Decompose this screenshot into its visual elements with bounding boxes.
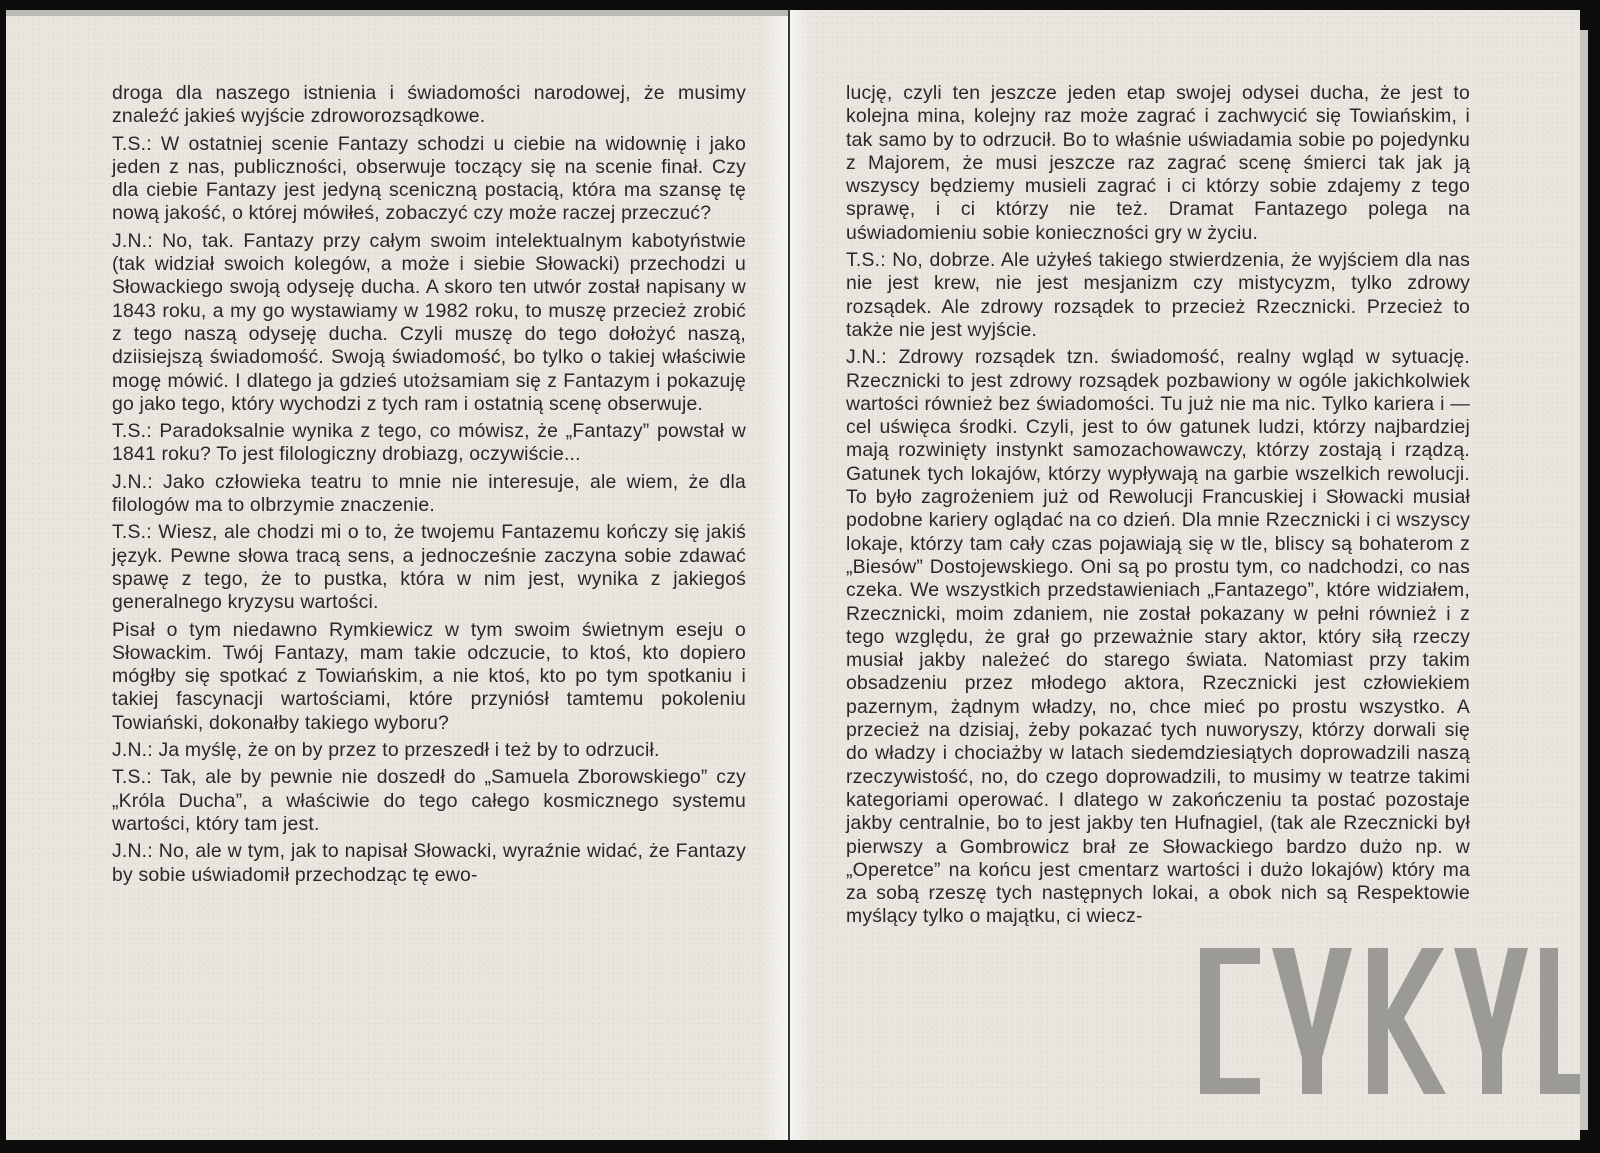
paragraph-text: No, dobrze. Ale użyłeś takiego stwierdzenia, że wyjściem dla nas nie jest krew, nie jest mesjanizm czy mistycyzm, tylko zdrowy rozsądek. Ale zdrowy rozsądek to przecież Rzecznicki. Przecież to także nie jest wyjście. [846,249,1470,341]
paragraph-text: Zdrowy rozsądek tzn. świadomość, realny wgląd w sytuację. Rzecznicki to jest zdrowy rozsądek pozbawiony w ogóle jakichkolwiek wartości również bez świadomości. Tu już nie ma nic. Tylko kariera i — cel uświęca środki. Czyli, jest to ów gatunek ludzi, którzy najbardziej mają rozwinięty instynkt samozachowawczy, którzy zostają i rządzą. Gatunek tych lokajów, którzy wypływają na garbie wszelkich rewolucji. To było zagrożeniem już od Rewolucji Francuskiej i Słowacki musiał podobne kariery oglądać na co dzień. Dla mnie Rzecznicki i ci wszyscy lokaje, którzy tam cały czas pojawiają się w tle, bliscy są bohaterom z „Biesów” Dostojewskiego. Oni są po prostu tym, co nadchodzi, co nas czeka. We wszystkich przedstawieniach „Fantazego”, które widziałem, Rzecznicki, moim zdaniem, nie został pokazany w pełni również i z tego względu, że grał go przeważnie stary aktor, który siłą rzeczy musiał jakby należeć do starego świata. Natomiast przy takim obsadzeniu przez młodego aktora, Rzecznicki jest człowiekiem pazernym, żądnym władzy, no, chce mieć po prostu wszystko. A przecież na dzisiaj, żeby pokazać tych nuworyszy, którzy dorwali się do władzy i chociażby w latach siedemdziesiątych doprowadzili naszą rzeczywistość, no, do czego doprowadzili, to musimy w teatrze takimi kategoriami operować. I dlatego w zakończeniu ta postać pozostaje jakby centralnie, bo to jest jakby ten Hufnagiel, (tak ale Rzecznicki był pierwszy a Gombrowicz brał ze Słowackiego bardzo dużo np. w „Operetce” na końcu jest cmentarz wartości i dużo lokajów) który ma za sobą rzeszę tych następnych lokai, a obok nich są Respektowie myślący tylko o majątku, ci wiecz- [846,346,1470,928]
paragraph-text: Paradoksalnie wynika z tego, co mówisz, że „Fantazy” powstał w 1841 roku? To jest filologiczny drobiazg, oczywiście... [112,420,746,466]
paragraph [112,739,746,762]
paragraph [112,766,746,836]
paragraph-text: Pisał o tym niedawno Rymkiewicz w tym swoim świetnym eseju o Słowackim. Twój Fantazy, mam takie odczucie, to ktoś, kto dopiero mógłby się spotkać z Towiańskim, a nie ktoś, kto po tym spotkaniu i takiej fascynacji wartościami, które przyniósł tamtemu pokoleniu Towiański, dokonałby takiego wyboru? [112,618,746,734]
speaker-label: J.N.: [112,470,153,493]
speaker-label: J.N.: [846,346,887,369]
paragraph-text: Tak, ale by pewnie nie doszedł do „Samuela Zborowskiego” czy „Króla Ducha”, a właściwie do tego całego kosmicznego systemu wartości, który tam jest. [112,766,746,835]
paragraph-text: Ja myślę, że on by przez to przeszedł i też by to odrzucił. [158,739,660,762]
page-edge [1580,30,1588,1130]
speaker-label: T.S.: [112,521,152,544]
paragraph [846,346,1470,928]
speaker-label: J.N.: [112,739,153,762]
right-page [790,10,1580,1140]
paragraph-text: droga dla naszego istnienia i świadomości narodowej, że musimy znaleźć jakieś wyjście zdroworozsądkowe. [112,82,746,128]
speaker-label: T.S.: [112,132,152,155]
right-page-text [846,82,1470,933]
paragraph [112,133,746,226]
paragraph-text: W ostatniej scenie Fantazy schodzi u ciebie na widownię i jako jeden z nas, publiczności, obserwuje toczący się na scenie finał. Czy dla ciebie Fantazy jest jedyną sceniczną postacią, która ma szansę tę nową jakość, o której mówiłeś, zobaczyć czy może raczej przeczuć? [112,132,746,225]
paragraph-text: No, ale w tym, jak to napisał Słowacki, wyraźnie widać, że Fantazy by sobie uświadomił przechodząc tę ewo- [112,840,746,886]
paragraph [112,420,746,467]
paragraph [846,82,1470,245]
speaker-label: T.S.: [112,420,152,443]
left-page [6,10,788,1140]
speaker-label: J.N.: [112,229,153,252]
paragraph [112,521,746,614]
paragraph [112,230,746,416]
paragraph-text: Jako człowieka teatru to mnie nie interesuje, ale wiem, że dla filologów ma to olbrzymie znaczenie. [112,470,746,517]
speaker-label: T.S.: [846,249,886,272]
paragraph [112,619,746,735]
paragraph [112,840,746,887]
paragraph-text: lucję, czyli ten jeszcze jeden etap swojej odysei ducha, że jest to kolejna mina, kolejny raz może zagrać i zachwycić się Towiańskim, i tak samo by to odrzucił. Bo to właśnie uświadamia sobie po pojedynku z Majorem, że musi jeszcze raz zagrać scenę śmierci tak jak ją wszyscy będziemy musieli zagrać i ci którzy sobie zdajemy z tego sprawę, i ci którzy nie też. Dramat Fantazego polega na uświadomieniu sobie konieczności gry w życiu. [846,82,1470,244]
paragraph [112,82,746,129]
speaker-label: T.S.: [112,766,152,789]
left-page-text [112,82,746,891]
paragraph-text: No, tak. Fantazy przy całym swoim intelektualnym kabotyństwie (tak widział swoich kolegów, a może i siebie Słowacki) przechodzi u Słowackiego swoją odyseję ducha. A skoro ten utwór został napisany w 1843 roku, a my go wystawiamy w 1982 roku, to muszę przecież zrobić z tego naszą odyseję ducha. Czyli muszę do tego dołożyć naszą, dziisiejszą świadomość. Swoją świadomość, bo tylko o takiej właściwie mogę mówić. I dlatego ja gdzieś utożsamiam się z Fantazym i pokazuję go jako tego, który wychodzi z tych ram i ostatnią scenę obserwuje. [112,229,746,415]
paragraph [846,249,1470,342]
speaker-label: J.N.: [112,840,153,863]
book-spread [6,10,1588,1140]
paragraph-text: Wiesz, ale chodzi mi o to, że twojemu Fantazemu kończy się jakiś język. Pewne słowa tracą sens, a jednocześnie zaczyna sobie zdawać spawę z tego, że to pustka, która w nim jest, wynika z jakiegoś generalnego kryzysu wartości. [112,521,747,614]
paragraph [112,471,746,518]
